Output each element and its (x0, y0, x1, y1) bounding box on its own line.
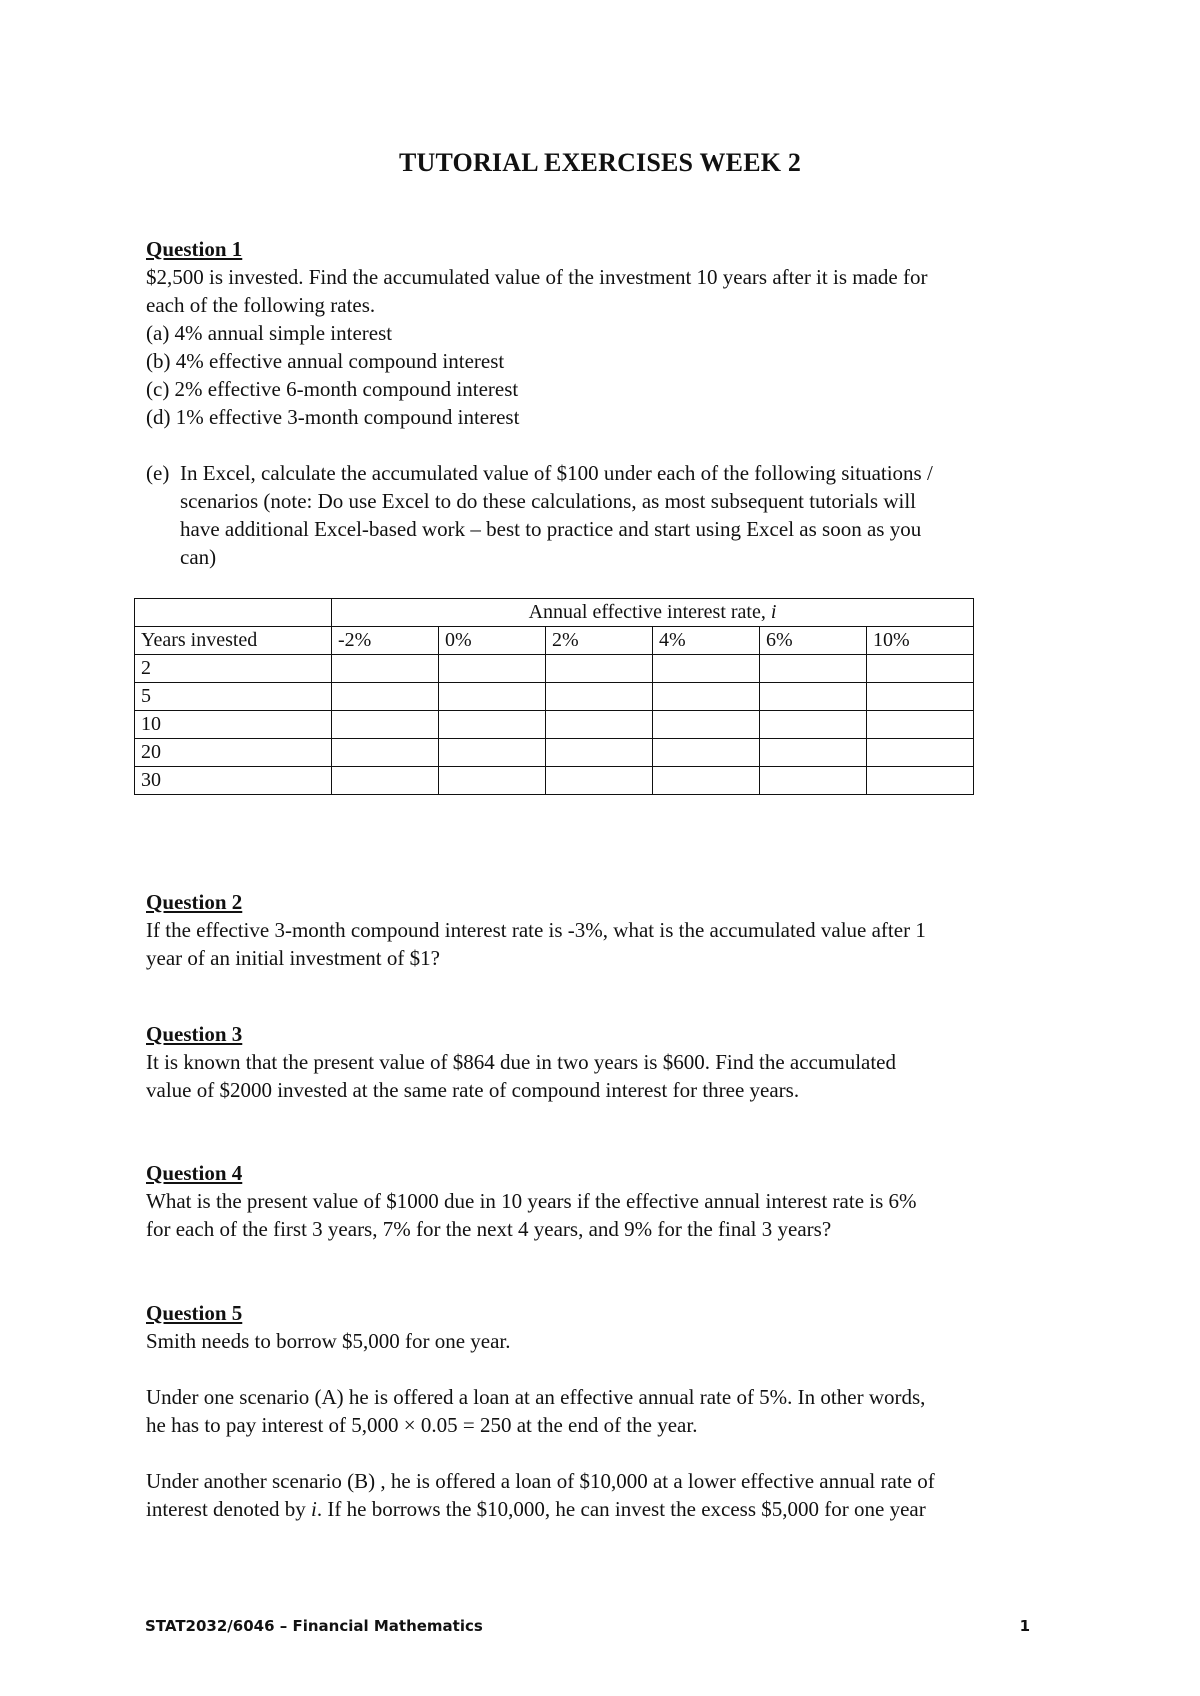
value-cell (760, 655, 867, 683)
value-cell (546, 739, 653, 767)
rate-cell: -2% (332, 627, 439, 655)
table-header-top (332, 599, 974, 627)
question-1-part-c: (c) 2% effective 6-month compound interest (146, 377, 519, 401)
years-cell: 30 (135, 767, 332, 795)
question-4-line: What is the present value of $1000 due in 10 years if the effective annual interest rate is 6% (146, 1189, 917, 1213)
table-row (135, 767, 974, 795)
question-1-line: $2,500 is invested. Find the accumulated value of the investment 10 years after it is made for (146, 265, 928, 289)
value-cell (332, 739, 439, 767)
line-text: . If he borrows the $10,000, he can invest the excess $5,000 for one year (316, 1497, 926, 1521)
question-5 (146, 1299, 1066, 1523)
value-cell (439, 711, 546, 739)
value-cell (867, 711, 974, 739)
rate-header-label: Annual effective interest rate, (528, 601, 766, 623)
value-cell (332, 683, 439, 711)
question-4-heading: Question 4 (146, 1161, 243, 1185)
question-1-part-e (146, 459, 1066, 571)
value-cell (867, 683, 974, 711)
line-text: interest denoted by (146, 1497, 312, 1521)
question-4-line: for each of the first 3 years, 7% for the next 4 years, and 9% for the final 3 years? (146, 1217, 832, 1241)
question-4 (146, 1159, 1066, 1243)
question-3-line: value of $2000 invested at the same rate of compound interest for three years. (146, 1078, 800, 1102)
rate-cell: 10% (867, 627, 974, 655)
table-corner-cell (135, 599, 332, 627)
years-cell: 2 (135, 655, 332, 683)
table-row (135, 683, 974, 711)
value-cell (546, 655, 653, 683)
rate-variable: i (770, 601, 777, 623)
value-cell (332, 655, 439, 683)
question-1-part-d: (d) 1% effective 3-month compound interest (146, 405, 520, 429)
question-5-line (146, 1495, 1066, 1523)
value-cell (867, 767, 974, 795)
value-cell (439, 739, 546, 767)
question-2 (146, 888, 1066, 972)
question-2-line: year of an initial investment of $1? (146, 946, 440, 970)
years-cell: 5 (135, 683, 332, 711)
question-5-line: Under one scenario (A) he is offered a loan at an effective annual rate of 5%. In other words, (146, 1385, 926, 1409)
rate-cell: 4% (653, 627, 760, 655)
value-cell (439, 767, 546, 795)
question-3-line: It is known that the present value of $864 due in two years is $600. Find the accumulated (146, 1050, 897, 1074)
value-cell (867, 655, 974, 683)
page-footer (145, 1617, 1030, 1635)
table-header-row (135, 599, 974, 627)
years-cell: 20 (135, 739, 332, 767)
interest-rate-table (134, 598, 974, 795)
value-cell (653, 683, 760, 711)
part-e-line: can) (180, 545, 217, 569)
rate-cell: 0% (439, 627, 546, 655)
question-1-part-a: (a) 4% annual simple interest (146, 321, 393, 345)
question-5-heading: Question 5 (146, 1301, 243, 1325)
value-cell (439, 655, 546, 683)
value-cell (653, 739, 760, 767)
table-row (135, 655, 974, 683)
page-title: TUTORIAL EXERCISES WEEK 2 (398, 148, 802, 177)
rate-cell: 6% (760, 627, 867, 655)
question-2-heading: Question 2 (146, 890, 243, 914)
question-1-line: each of the following rates. (146, 293, 376, 317)
value-cell (332, 767, 439, 795)
interest-variable: i (311, 1497, 317, 1521)
question-5-line: he has to pay interest of 5,000 × 0.05 = 250 at the end of the year. (146, 1413, 698, 1437)
question-3 (146, 1020, 1066, 1104)
value-cell (546, 711, 653, 739)
value-cell (760, 739, 867, 767)
value-cell (867, 739, 974, 767)
years-cell: 10 (135, 711, 332, 739)
part-e-line: have additional Excel-based work – best to practice and start using Excel as soon as you (180, 517, 922, 541)
value-cell (653, 655, 760, 683)
value-cell (546, 683, 653, 711)
question-1-heading: Question 1 (146, 237, 243, 261)
value-cell (760, 711, 867, 739)
table-row (135, 711, 974, 739)
question-5-line: Under another scenario (B) , he is offered a loan of $10,000 at a lower effective annual rate of (146, 1469, 935, 1493)
question-1 (146, 235, 1066, 571)
page-number: 1 (1019, 1617, 1030, 1635)
value-cell (653, 767, 760, 795)
question-5-line: Smith needs to borrow $5,000 for one year. (146, 1329, 511, 1353)
question-3-heading: Question 3 (146, 1022, 243, 1046)
course-name: STAT2032/6046 – Financial Mathematics (145, 1617, 483, 1635)
value-cell (760, 683, 867, 711)
part-e-line: In Excel, calculate the accumulated value of $100 under each of the following situations / (180, 461, 933, 485)
table-rate-row (135, 627, 974, 655)
part-e-line: scenarios (note: Do use Excel to do these calculations, as most subsequent tutorials will (180, 489, 917, 513)
value-cell (439, 683, 546, 711)
question-1-part-b: (b) 4% effective annual compound interest (146, 349, 505, 373)
value-cell (653, 711, 760, 739)
part-e-label: (e) (146, 461, 170, 485)
value-cell (332, 711, 439, 739)
value-cell (760, 767, 867, 795)
value-cell (546, 767, 653, 795)
table-row (135, 739, 974, 767)
question-2-line: If the effective 3-month compound interest rate is -3%, what is the accumulated value after 1 (146, 918, 926, 942)
rate-cell: 2% (546, 627, 653, 655)
row-header-cell: Years invested (135, 627, 332, 655)
